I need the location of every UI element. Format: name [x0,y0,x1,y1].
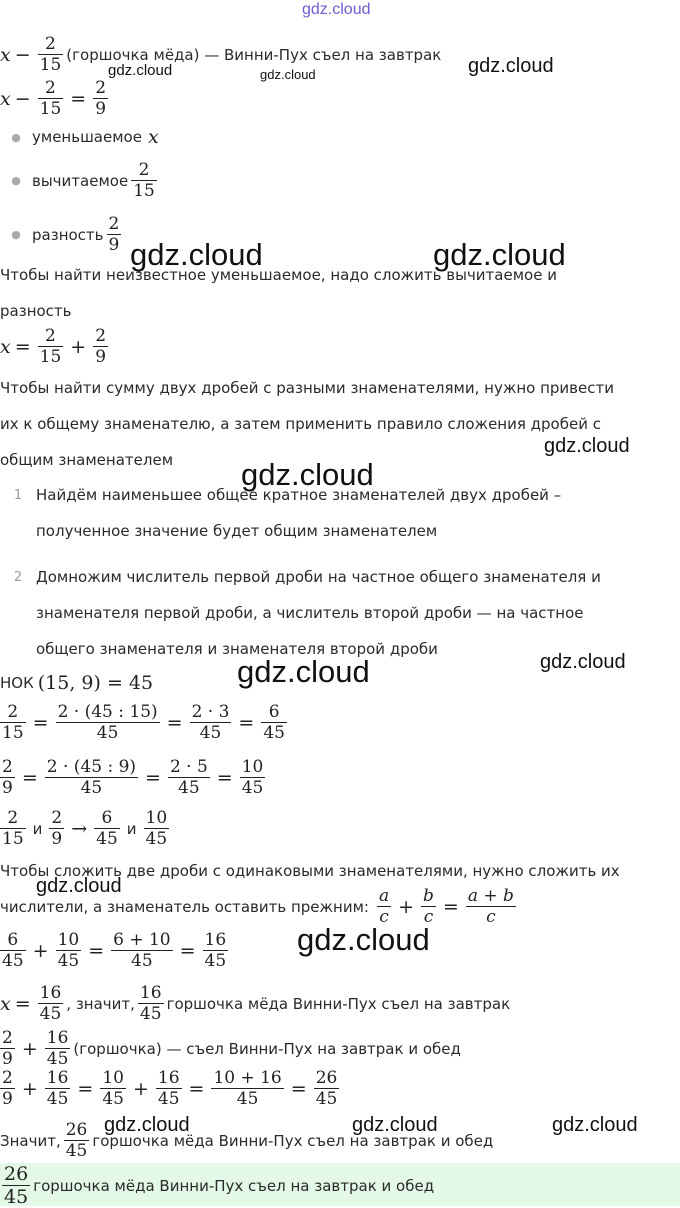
watermark: gdz.cloud [237,654,370,689]
paragraph: их к общему знаменателю, а затем применить правило сложения дробей с [0,415,601,433]
text: (горшочка мёда) — Винни-Пух съел на завтрак [66,45,442,64]
lcm-line [0,672,153,694]
fraction: $\frac{2 \cdot (45 : 9)}{45}$ [46,757,137,798]
fraction: $\frac{6}{45}$ [96,808,118,849]
equation-total [0,1068,342,1109]
op-equals: = [179,939,196,962]
text: разность [32,225,104,244]
op-plus: + [398,895,415,918]
fraction: $\frac{2}{9}$ [2,1028,13,1069]
fraction: $\frac{6 + 10}{45}$ [113,930,171,971]
watermark: gdz.cloud [468,55,554,77]
fraction: $\frac{10 + 16}{45}$ [213,1068,282,1109]
fraction: $\frac{b}{c}$ [423,886,434,927]
text: горшочка мёда Винни-Пух съел на завтрак и обед [92,1131,494,1150]
op-plus: + [70,335,87,358]
watermark: gdz.cloud [104,1114,190,1136]
var-x: x [0,992,11,1015]
watermark: gdz.cloud [297,922,430,957]
op-equals: = [145,766,161,789]
var-x: x [0,43,11,66]
op-plus: + [132,1077,149,1100]
equation-expand-second [0,757,268,798]
watermark: gdz.cloud [108,62,173,79]
bullet-dot-icon: ● [11,174,21,187]
line-breakfast-definition [0,34,441,75]
answer-line [0,1163,434,1208]
fraction: $\frac{2}{9}$ [2,1068,13,1109]
op-equals: = [238,711,255,734]
paragraph: разность [0,302,72,320]
fraction: $\frac{6}{45}$ [2,930,24,971]
watermark: gdz.cloud [241,457,374,492]
watermark: gdz.cloud [260,67,316,82]
op-equals: = [88,939,105,962]
equation-expand-first [0,702,290,743]
op-equals: = [442,895,459,918]
op-equals: = [77,1077,94,1100]
fraction: $\frac{6}{45}$ [263,702,285,743]
bullet-dot-icon: ● [11,228,21,241]
text: уменьшаемое [32,128,142,146]
op-minus: − [14,43,31,66]
fraction: $\frac{2}{15}$ [2,808,24,849]
lcm-expression: (15, 9) = 45 [37,672,154,694]
paragraph: общим знаменателем [0,451,174,469]
var-x: x [147,126,159,148]
op-plus: + [21,1037,38,1060]
fraction: $\frac{16}{45}$ [157,1068,180,1109]
fraction: $\frac{2 \cdot 5}{45}$ [169,757,208,798]
op-equals: = [32,711,49,734]
lcm-label: НОК [0,674,34,692]
step-number: 2 [13,569,23,585]
text: и [126,819,137,838]
text: полученное значение будет общим знаменателем [36,522,438,540]
op-equals: = [188,1077,205,1100]
var-x: x [0,87,11,110]
text: и [32,819,43,838]
fraction: $\frac{2}{9}$ [2,757,13,798]
fraction: $\frac{10}{45}$ [241,757,264,798]
fraction: $\frac{16}{45}$ [139,983,162,1024]
fraction: $\frac{2 \cdot (45 : 15)}{45}$ [57,702,158,743]
arrow-right-icon: → [71,817,88,840]
fraction: $\frac{2}{9}$ [95,326,107,367]
text: Значит, [0,1131,61,1150]
fraction: $\frac{2}{15}$ [39,326,62,367]
fraction: $\frac{2}{15}$ [2,702,24,743]
bullet-dot-icon: ● [11,130,21,144]
text: Домножим числитель первой дроби на частное общего знаменателя и [36,568,601,586]
var-x: x [0,335,11,358]
list-item-difference [0,214,124,255]
fraction: $\frac{2 \cdot 3}{45}$ [191,702,230,743]
text: , значит, [66,994,135,1013]
fraction: $\frac{26}{45}$ [65,1120,88,1161]
op-equals: = [21,766,38,789]
fraction: $\frac{2}{15}$ [133,160,155,201]
answer-fraction: $\frac{26}{45}$ [4,1163,29,1208]
watermark-top: gdz.cloud [302,1,371,18]
text: знаменателя первой дроби, а числитель второй дроби — на частное [36,604,584,622]
fraction: $\frac{2}{15}$ [39,34,62,75]
answer-text: горшочка мёда Винни-Пух съел на завтрак и обед [33,1176,435,1195]
fraction: $\frac{a + b}{c}$ [467,886,514,927]
fraction: $\frac{10}{45}$ [145,808,168,849]
equation-main [0,78,111,119]
paragraph: Чтобы найти сумму двух дробей с разными знаменателями, нужно привести [0,379,614,397]
text: (горшочка) — съел Винни-Пух на завтрак и обед [73,1039,461,1058]
op-minus: − [14,87,31,110]
fraction: $\frac{16}{45}$ [46,1068,69,1109]
text: Найдём наименьшее общее кратное знаменателей двух дробей – [36,486,562,504]
fraction: $\frac{2}{15}$ [39,78,62,119]
result-breakfast [0,983,510,1024]
op-equals: = [166,711,183,734]
watermark: gdz.cloud [552,1114,638,1136]
list-item-step-2 [0,568,601,586]
paragraph: Чтобы сложить две дроби с одинаковыми знаменателями, нужно сложить их [0,862,620,880]
op-equals: = [14,992,31,1015]
fraction: $\frac{2}{9}$ [108,214,120,255]
watermark: gdz.cloud [544,435,630,457]
op-plus: + [32,939,49,962]
fraction: $\frac{26}{45}$ [315,1068,338,1109]
op-plus: + [21,1077,38,1100]
op-equals: = [290,1077,307,1100]
paragraph: Чтобы найти неизвестное уменьшаемое, надо сложить вычитаемое и [0,266,557,284]
op-equals: = [216,766,233,789]
equation-sum-common [0,930,231,971]
list-item-subtrahend [0,160,160,201]
text: вычитаемое [32,171,129,190]
watermark: gdz.cloud [36,875,122,897]
fraction: $\frac{16}{45}$ [204,930,227,971]
line-total-definition [0,1028,461,1069]
fraction: $\frac{10}{45}$ [102,1068,124,1109]
text: числители, а знаменатель оставить прежним: [0,897,369,916]
text: общего знаменателя и знаменателя второй дроби [36,640,438,658]
fraction: $\frac{16}{45}$ [46,1028,69,1069]
fraction: $\frac{2}{9}$ [51,808,63,849]
conversion-line [0,808,172,849]
watermark: gdz.cloud [433,237,566,272]
step-number: 1 [13,487,23,503]
fraction: $\frac{2}{9}$ [95,78,107,119]
equation-x-sum [0,326,111,367]
watermark: gdz.cloud [130,237,263,272]
text: горшочка мёда Винни-Пух съел на завтрак [166,994,511,1013]
watermark: gdz.cloud [540,651,626,673]
fraction: $\frac{10}{45}$ [57,930,80,971]
fraction: $\frac{a}{c}$ [378,886,390,927]
op-equals: = [70,87,87,110]
fraction: $\frac{16}{45}$ [39,983,62,1024]
list-item-minuend [0,126,159,148]
op-equals: = [14,335,31,358]
watermark: gdz.cloud [352,1114,438,1136]
